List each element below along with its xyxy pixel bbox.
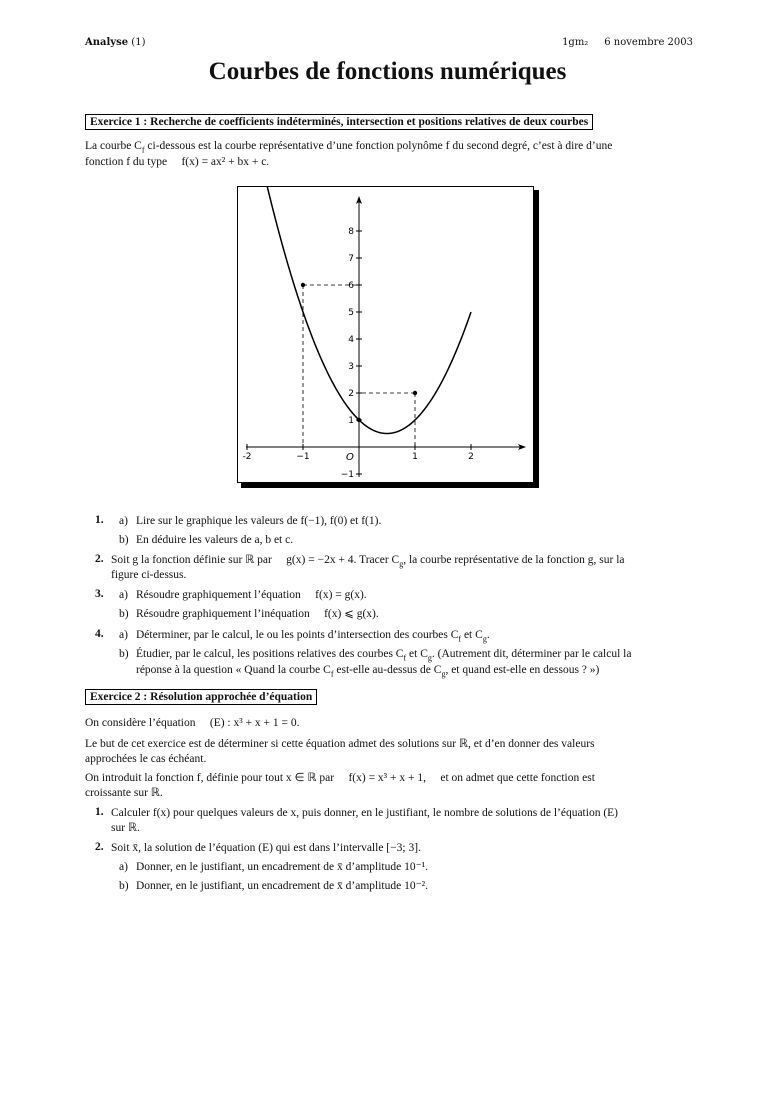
y-tick-label: 5 — [348, 308, 354, 318]
intro-text-b: ci-dessous est la courbe représentative d’une fonction polynôme f du second degré, c’est à dire d’une — [144, 140, 613, 152]
ex2-q1-number: 1. — [95, 806, 104, 818]
ex1-q1a-text: Lire sur le graphique les valeurs de f(−1), f(0) et f(1). — [136, 515, 382, 527]
ex2-function-line1: On introduit la fonction f, définie pour tout x ∈ ℝ par f(x) = x³ + x + 1, et on admet que cette fonction est — [85, 772, 595, 784]
ex2-q2b-text: Donner, en le justifiant, un encadrement de x̄ d’amplitude 10⁻². — [136, 880, 428, 892]
q4b-l2-c: , et quand est-elle en dessous ? ») — [445, 664, 600, 676]
ex2-goal-line2: approchées le cas échéant. — [85, 753, 207, 765]
ex1-q3a-label: a) — [119, 589, 128, 601]
function-graph — [238, 187, 533, 482]
ex2-goal-line1: Le but de cet exercice est de déterminer si cette équation admet des solutions sur ℝ, et d’en donner des valeurs — [85, 738, 595, 750]
q4a-text-a: Déterminer, par le calcul, le ou les points d’intersection des courbes C — [136, 629, 459, 641]
ex1-q4b-text-line2 — [136, 663, 694, 681]
q4b-l2-b: est-elle au-dessus de C — [333, 664, 442, 676]
ex1-q1-number: 1. — [95, 514, 104, 526]
x-tick-label: -2 — [242, 452, 252, 462]
q2-text-b: , la courbe représentative de la fonction g, sur la — [403, 554, 625, 566]
ex1-q1a-label: a) — [119, 515, 128, 527]
ex1-q3a-text: Résoudre graphiquement l’équation f(x) = g(x). — [136, 589, 367, 601]
ex1-q3-number: 3. — [95, 588, 104, 600]
x-tick-label: −1 — [296, 452, 310, 462]
marked-point — [357, 418, 361, 422]
axes — [243, 196, 526, 480]
ex2-equation: On considère l’équation (E) : x³ + x + 1 = 0. — [85, 717, 300, 729]
ex2-function-line2: croissante sur ℝ. — [85, 787, 163, 799]
q4b-sub1: f — [403, 653, 407, 663]
intro-text-a: La courbe C — [85, 140, 142, 152]
ex1-q4a-text — [136, 628, 490, 646]
header-subject: Analyse — [85, 37, 129, 48]
ex2-q2-text: Soit x̄, la solution de l’équation (E) qui est dans l’intervalle [−3; 3]. — [111, 842, 421, 854]
ex2-q2a-label: a) — [119, 861, 128, 873]
ex1-q4b-label: b) — [119, 648, 129, 660]
marked-point — [301, 283, 305, 287]
ex2-q2b-label: b) — [119, 880, 129, 892]
ex1-q3b-text: Résoudre graphiquement l’inéquation f(x) ⩽ g(x). — [136, 608, 379, 620]
ex1-q2-text-line2: figure ci-dessus. — [111, 569, 187, 581]
ex1-q3b-label: b) — [119, 608, 129, 620]
y-tick-label: 3 — [348, 362, 354, 372]
q4b-text-b: . (Autrement dit, déterminer par le calcul la — [431, 648, 632, 660]
q4b-text-a: Étudier, par le calcul, les positions relatives des courbes C — [136, 648, 404, 660]
y-tick-label: 2 — [348, 389, 354, 399]
q2-text-a: Soit g la fonction définie sur ℝ par g(x) = −2x + 4. Tracer C — [111, 554, 400, 566]
page-title: Courbes de fonctions numériques — [208, 58, 567, 85]
ex2-q2a-text: Donner, en le justifiant, un encadrement de x̄ d’amplitude 10⁻¹. — [136, 861, 428, 873]
q4b-text-mid: et C — [406, 648, 428, 660]
exercise-1-heading: Exercice 1 : Recherche de coefficients indéterminés, intersection et positions relatives de deux courbes — [85, 114, 593, 130]
y-tick-label-neg: −1 — [340, 470, 354, 480]
exercise-1-intro-line2: fonction f du type f(x) = ax² + bx + c. — [85, 156, 270, 168]
marked-point — [413, 391, 417, 395]
graph-frame — [237, 186, 534, 483]
y-tick-label: 6 — [348, 281, 354, 291]
y-tick-label: 7 — [348, 254, 354, 264]
q4b-l2-sub2: g — [441, 669, 446, 679]
ex1-q4-number: 4. — [95, 628, 104, 640]
header-subject-number: (1) — [128, 37, 146, 48]
y-tick-label: 4 — [348, 335, 354, 345]
origin-label: O — [346, 452, 354, 463]
y-tick-label: 8 — [348, 227, 354, 237]
ex1-q2-text — [111, 553, 694, 571]
ex2-q1-line2: sur ℝ. — [111, 822, 140, 834]
q4b-l2-sub1: f — [330, 669, 334, 679]
ex1-q2-number: 2. — [95, 553, 104, 565]
ex1-q4a-label: a) — [119, 629, 128, 641]
header-left — [85, 37, 145, 48]
q4a-sub1: f — [458, 634, 462, 644]
curve-cf — [253, 187, 471, 434]
graph-marks — [253, 187, 471, 447]
header-right: 1gm₂ 6 novembre 2003 — [562, 37, 693, 48]
q4b-l2-a: réponse à la question « Quand la courbe C — [136, 664, 331, 676]
q4b-sub2: g — [427, 653, 432, 663]
y-tick-label: 1 — [348, 416, 354, 426]
q4a-text-mid: et C — [461, 629, 483, 641]
q4a-text-end: . — [486, 629, 490, 641]
intro-sub: f — [141, 145, 145, 155]
exercise-2-heading: Exercice 2 : Résolution approchée d’équation — [85, 689, 317, 705]
q2-sub: g — [399, 559, 404, 569]
ex2-q1-line1: Calculer f(x) pour quelques valeurs de x, puis donner, en le justifiant, le nombre de solutions de l’équation (E) — [111, 807, 618, 819]
ex1-q1b-label: b) — [119, 534, 129, 546]
ex2-q2-number: 2. — [95, 841, 104, 853]
x-tick-label: 1 — [412, 452, 418, 462]
ex1-q1b-text: En déduire les valeurs de a, b et c. — [136, 534, 294, 546]
q4a-sub2: g — [482, 634, 487, 644]
x-tick-label: 2 — [468, 452, 474, 462]
